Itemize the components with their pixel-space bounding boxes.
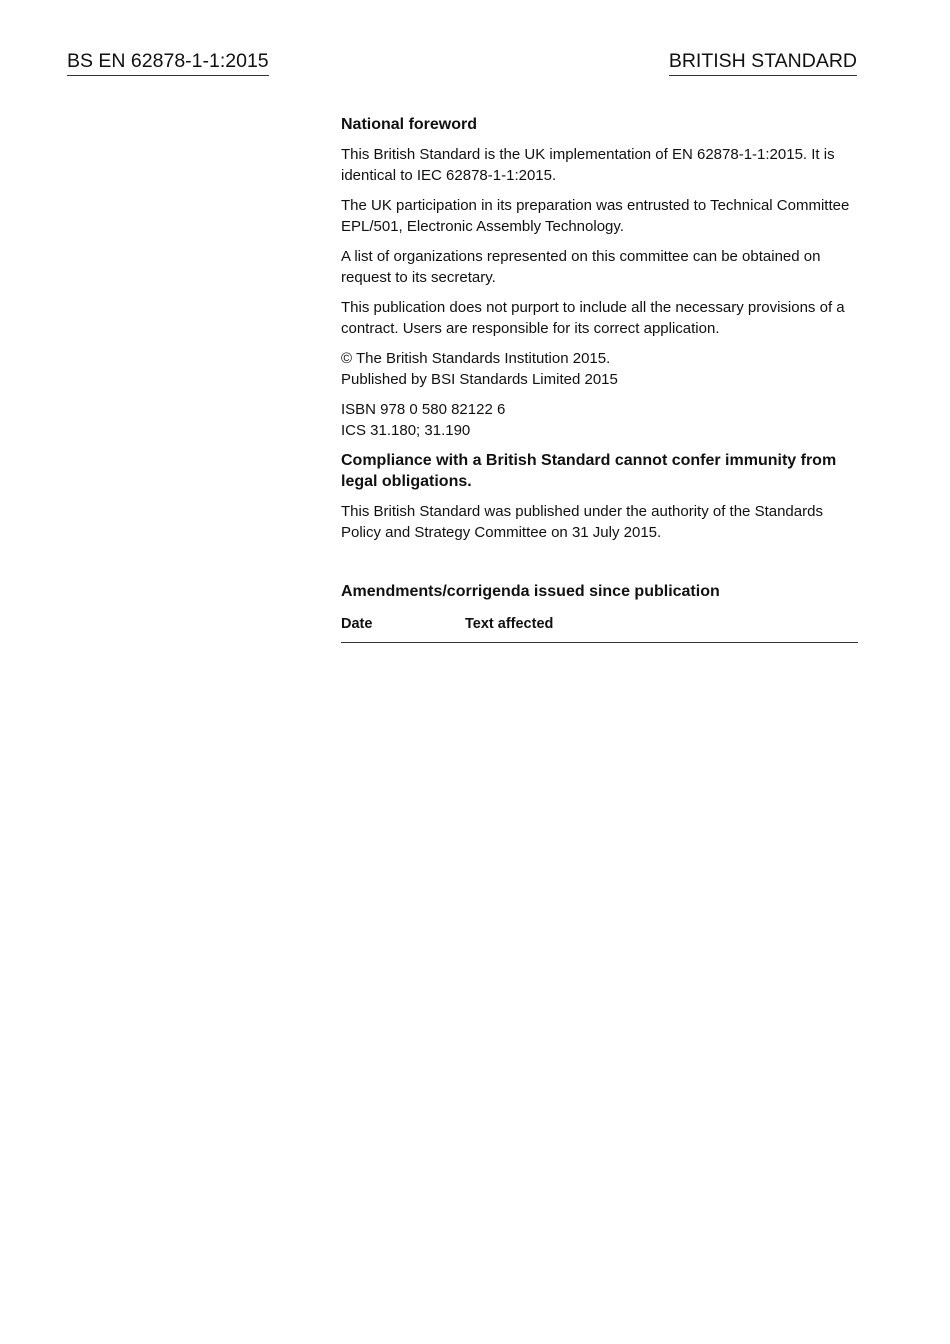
classification-info xyxy=(341,400,858,441)
copyright-notice xyxy=(341,349,858,390)
authority-statement: This British Standard was published under the authority of the Standards Policy and Strategy Committee on 31 July 2015. xyxy=(341,503,823,541)
document-code: BS EN 62878-1-1:2015 xyxy=(67,48,269,76)
amendments-heading: Amendments/corrigenda issued since publication xyxy=(341,583,720,600)
foreword-paragraph: A list of organizations represented on this committee can be obtained on request to its secretary. xyxy=(341,248,821,286)
isbn: ISBN 978 0 580 82122 6 xyxy=(341,401,506,418)
copyright-line: © The British Standards Institution 2015. xyxy=(341,350,611,367)
publisher-line: Published by BSI Standards Limited 2015 xyxy=(341,370,618,388)
standard-type-label: BRITISH STANDARD xyxy=(669,48,857,76)
ics-codes: ICS 31.180; 31.190 xyxy=(341,421,471,439)
foreword-paragraph: This British Standard is the UK implementation of EN 62878-1-1:2015. It is identical to IEC 62878-1-1:2015. xyxy=(341,146,835,184)
amendments-header-row xyxy=(341,615,858,643)
foreword-paragraph: This publication does not purport to include all the necessary provisions of a contract. Users are responsible for its correct application. xyxy=(341,299,845,337)
foreword-paragraph: The UK participation in its preparation was entrusted to Technical Committee EPL/501, Electronic Assembly Technology. xyxy=(341,197,850,235)
amendments-table xyxy=(341,615,858,643)
national-foreword-section xyxy=(341,114,858,643)
compliance-statement: Compliance with a British Standard cannot confer immunity from legal obligations. xyxy=(341,452,837,490)
column-header-text-affected: Text affected xyxy=(465,615,858,643)
foreword-heading: National foreword xyxy=(341,116,478,133)
column-header-date: Date xyxy=(341,615,465,643)
